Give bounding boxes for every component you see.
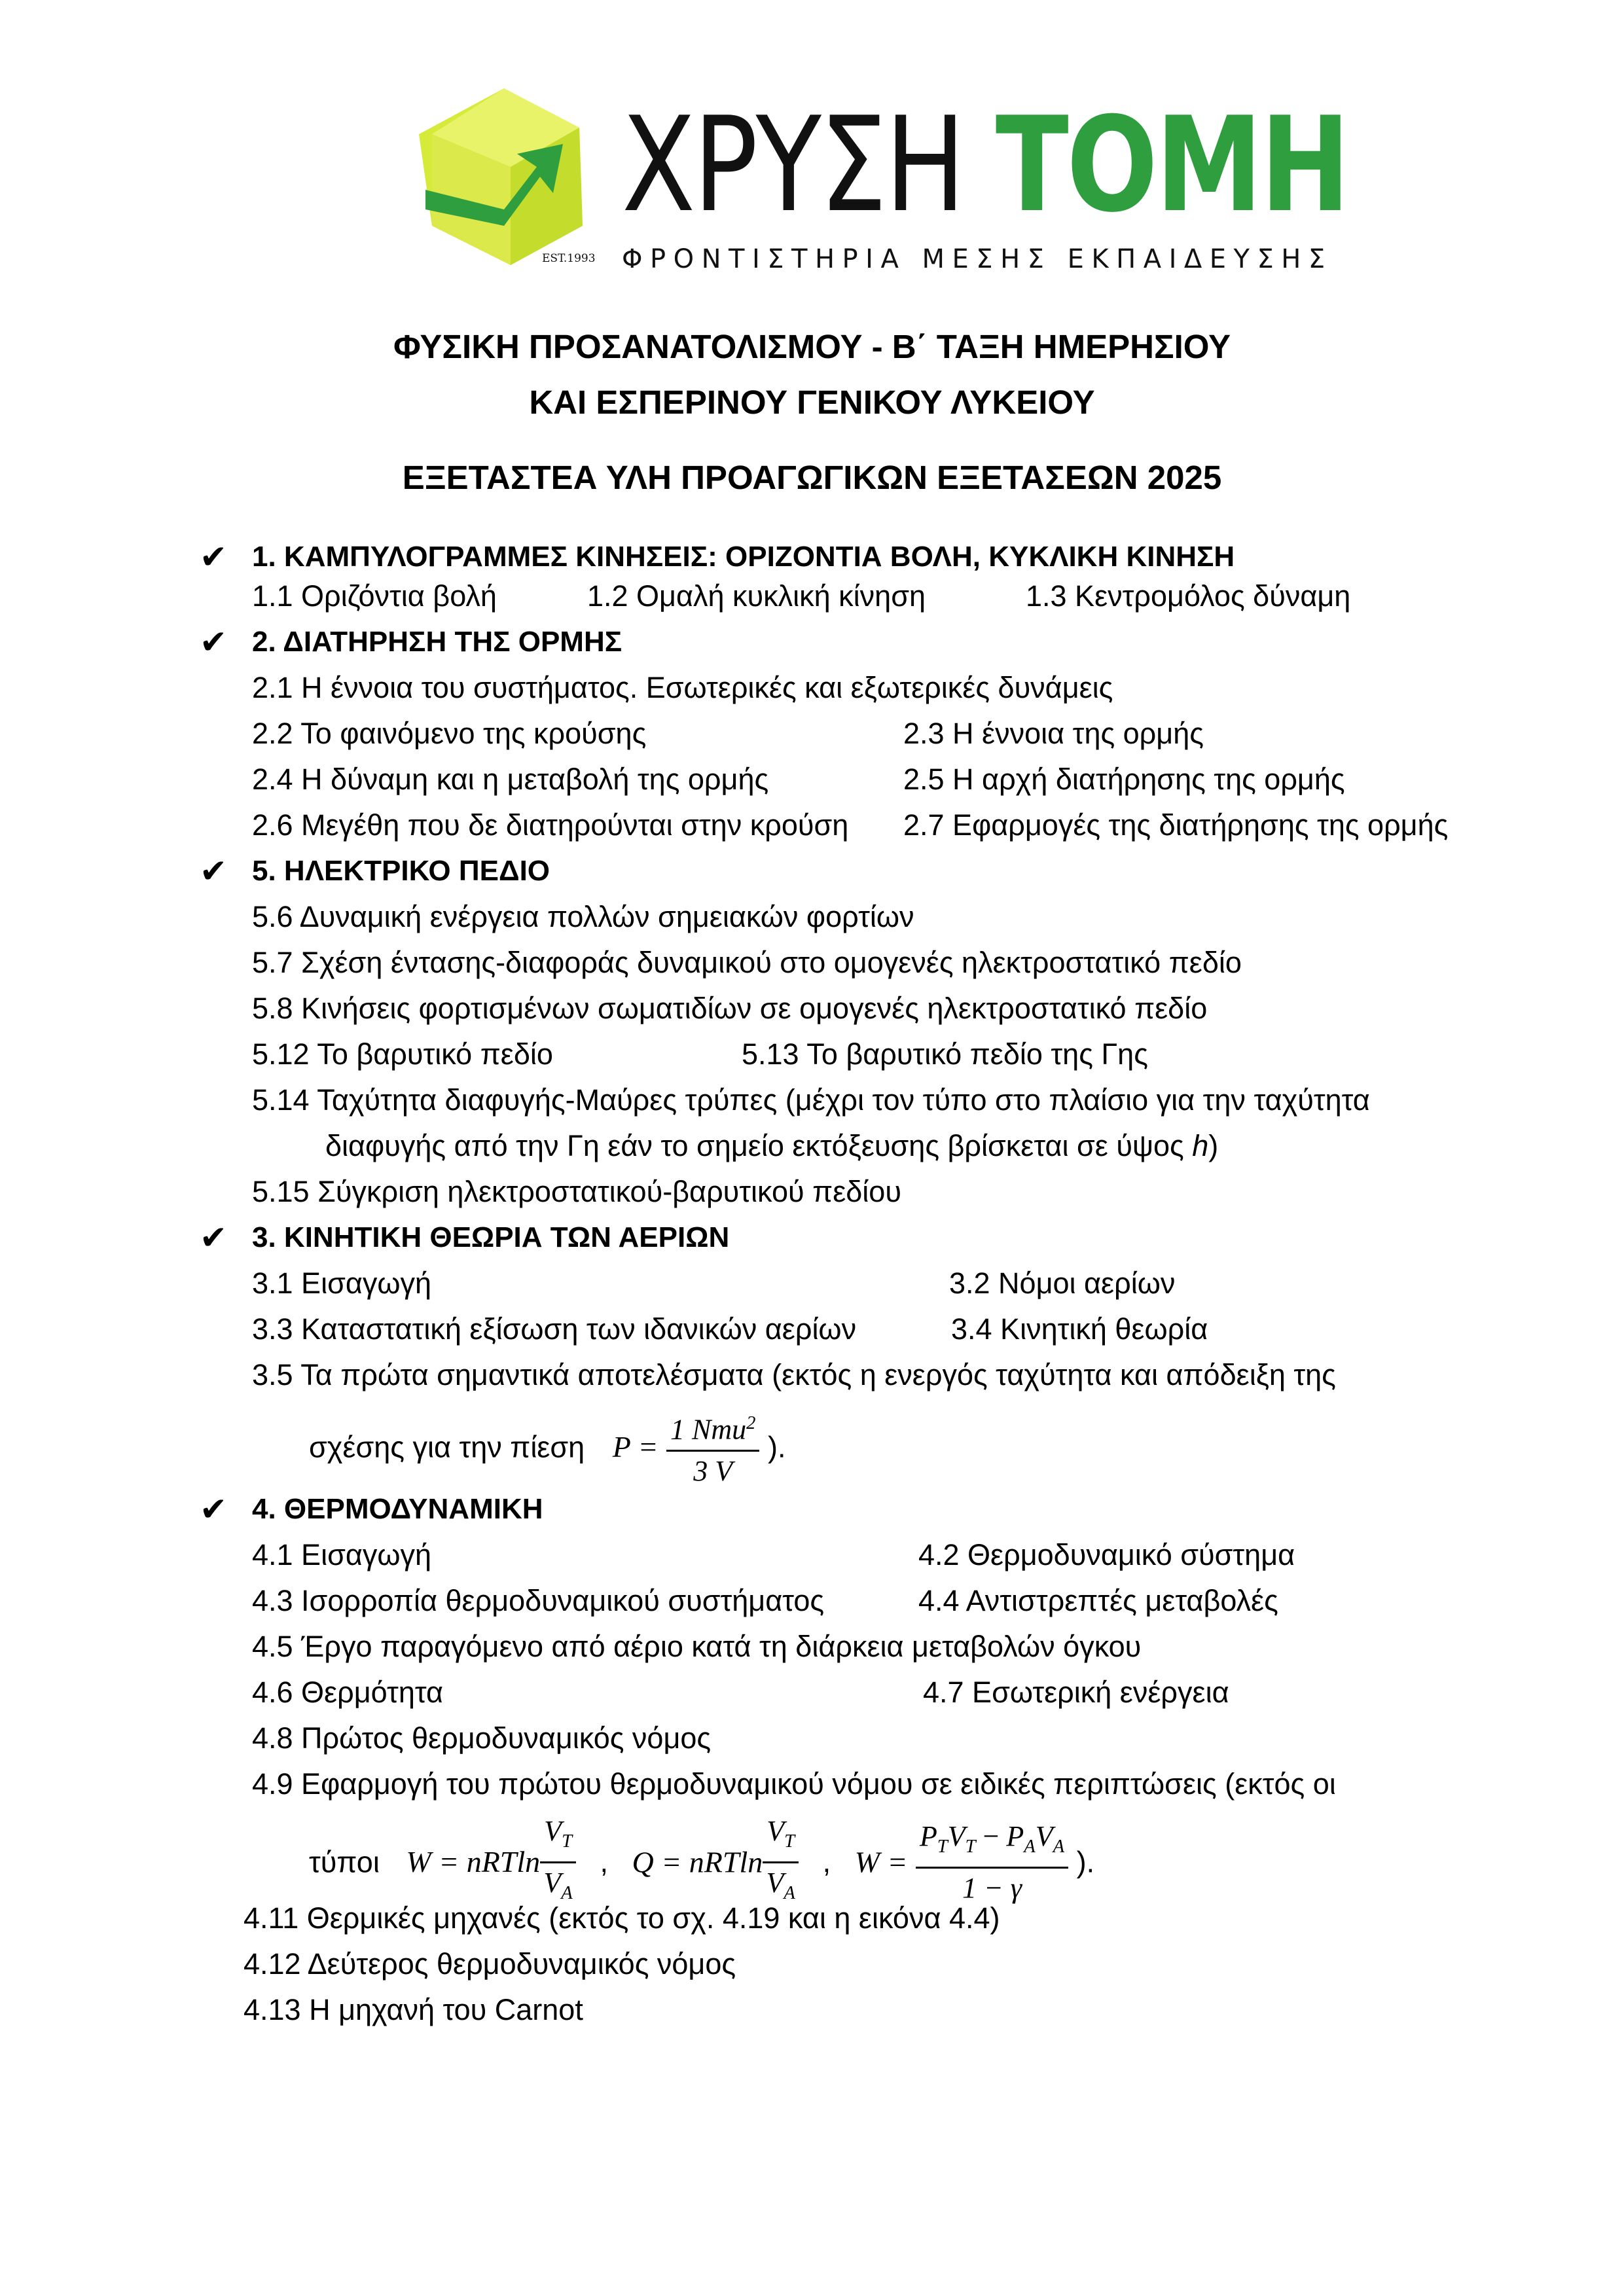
item-4-11: 4.11 Θερμικές μηχανές (εκτός το σχ. 4.19 και η εικόνα 4.4) bbox=[244, 1901, 1000, 1935]
heat-isothermal-fraction bbox=[763, 1812, 799, 1913]
f3-p2-sub: A bbox=[1024, 1836, 1036, 1857]
section-3-heading: 3. ΚΙΝΗΤΙΚΗ ΘΕΩΡΙΑ ΤΩΝ ΑΕΡΙΩΝ bbox=[252, 1221, 730, 1253]
f2-num-sub: T bbox=[784, 1831, 795, 1852]
brand-name bbox=[622, 89, 1348, 242]
item-4-3: 4.3 Ισορροπία θερμοδυναμικού συστήματος bbox=[252, 1584, 825, 1617]
pressure-formula-numerator bbox=[666, 1404, 759, 1452]
brand-logo bbox=[406, 88, 1348, 278]
section-2-heading: 2. ΔΙΑΤΗΡΗΣΗ ΤΗΣ ΟΡΜΗΣ bbox=[252, 626, 623, 658]
f3-v2: V bbox=[1035, 1820, 1053, 1852]
check-icon: ✔ bbox=[200, 538, 227, 576]
pressure-formula-fraction bbox=[666, 1404, 759, 1491]
item-4-13: 4.13 Η μηχανή του Carnot bbox=[244, 1993, 583, 2026]
item-2-5: 2.5 Η αρχή διατήρησης της ορμής bbox=[903, 762, 1345, 796]
f1-den-sub: A bbox=[561, 1882, 573, 1903]
brand-name-light: ΧΡΥΣΗ bbox=[622, 89, 964, 242]
item-1-1: 1.1 Οριζόντια βολή bbox=[252, 579, 497, 613]
pressure-formula-lhs: P = bbox=[612, 1430, 659, 1464]
item-3-2: 3.2 Νόμοι αερίων bbox=[949, 1266, 1176, 1300]
logo-cube-icon bbox=[406, 88, 592, 275]
item-4-6: 4.6 Θερμότητα bbox=[252, 1676, 443, 1709]
formulas-end: ). bbox=[1076, 1845, 1095, 1879]
item-2-2: 2.2 Το φαινόμενο της κρούσης bbox=[252, 717, 647, 750]
work-adiabatic-numerator bbox=[916, 1817, 1068, 1869]
check-icon: ✔ bbox=[200, 623, 227, 661]
item-5-14: 5.14 Ταχύτητα διαφυγής-Μαύρες τρύπες (μέχρι τον τύπο στο πλαίσιο για την ταχύτητα bbox=[252, 1083, 1370, 1117]
work-isothermal-fraction bbox=[540, 1812, 576, 1913]
formula-separator: , bbox=[822, 1845, 831, 1879]
item-1-2: 1.2 Ομαλή κυκλική κίνηση bbox=[587, 579, 926, 613]
item-4-8: 4.8 Πρώτος θερμοδυναμικός νόμος bbox=[252, 1721, 712, 1755]
heat-isothermal-lhs: Q = nRTln bbox=[632, 1845, 763, 1879]
work-adiabatic-lhs: W = bbox=[854, 1845, 908, 1879]
item-5-8: 5.8 Κινήσεις φορτισμένων σωματιδίων σε ομογενές ηλεκτροστατικό πεδίο bbox=[252, 992, 1208, 1025]
f1-num-sub: T bbox=[562, 1831, 572, 1852]
item-3-4: 3.4 Κινητική θεωρία bbox=[951, 1312, 1208, 1346]
item-4-9-formulas bbox=[309, 1812, 1094, 1913]
f2-num: V bbox=[767, 1815, 785, 1847]
item-5-14-text: διαφυγής από την Γη εάν το σημείο εκτόξευσης βρίσκεται σε ύψος bbox=[325, 1129, 1193, 1162]
item-4-5: 4.5 Έργο παραγόμενο από αέριο κατά τη διάρκεια μεταβολών όγκου bbox=[252, 1630, 1142, 1663]
f2-den: V bbox=[766, 1866, 784, 1899]
item-5-14-end: ) bbox=[1208, 1129, 1219, 1162]
f1-num: V bbox=[544, 1815, 562, 1847]
section-5-heading: 5. ΗΛΕΚΤΡΙΚΟ ΠΕΔΙΟ bbox=[252, 855, 550, 887]
pressure-formula-end: ). bbox=[767, 1430, 786, 1464]
brand-est: EST.1993 bbox=[542, 252, 596, 265]
check-icon: ✔ bbox=[200, 1490, 227, 1528]
item-2-1: 2.1 Η έννοια του συστήματος. Εσωτερικές και εξωτερικές δυνάμεις bbox=[252, 671, 1113, 704]
item-4-2: 4.2 Θερμοδυναμικό σύστημα bbox=[918, 1538, 1295, 1571]
title-line-1: ΦΥΣΙΚΗ ΠΡΟΣΑΝΑΤΟΛΙΣΜΟΥ - Β΄ ΤΑΞΗ ΗΜΕΡΗΣΙΟΥ bbox=[393, 328, 1231, 365]
work-isothermal-lhs: W = nRTln bbox=[406, 1845, 541, 1879]
f3-v2-sub: A bbox=[1053, 1836, 1065, 1857]
brand-subtitle: ΦΡΟΝΤΙΣΤΗΡΙΑ ΜΕΣΗΣ ΕΚΠΑΙΔΕΥΣΗΣ bbox=[622, 244, 1333, 274]
f3-v1: V bbox=[947, 1820, 965, 1852]
section-4-heading: 4. ΘΕΡΜΟΔΥΝΑΜΙΚΗ bbox=[252, 1493, 543, 1525]
f2-den-sub: A bbox=[784, 1882, 795, 1903]
item-5-15: 5.15 Σύγκριση ηλεκτροστατικού-βαρυτικού πεδίου bbox=[252, 1175, 901, 1208]
item-3-5-text: σχέσης για την πίεση bbox=[309, 1430, 585, 1464]
title-line-3: ΕΞΕΤΑΣΤΕΑ ΥΛΗ ΠΡΟΑΓΩΓΙΚΩΝ ΕΞΕΤΑΣΕΩΝ 2025 bbox=[402, 459, 1222, 496]
item-3-3: 3.3 Καταστατική εξίσωση των ιδανικών αερίων bbox=[252, 1312, 857, 1346]
item-2-3: 2.3 Η έννοια της ορμής bbox=[903, 717, 1204, 750]
work-adiabatic-fraction bbox=[916, 1817, 1068, 1908]
work-isothermal-numerator bbox=[540, 1812, 576, 1863]
f3-p2: P bbox=[1006, 1820, 1024, 1852]
work-adiabatic-denominator: 1 − γ bbox=[962, 1871, 1022, 1904]
title-line-2: ΚΑΙ ΕΣΠΕΡΙΝΟΥ ΓΕΝΙΚΟΥ ΛΥΚΕΙΟΥ bbox=[529, 384, 1095, 421]
check-icon: ✔ bbox=[200, 852, 227, 890]
f3-p1-sub: T bbox=[937, 1836, 948, 1857]
f3-v1-sub: T bbox=[965, 1836, 976, 1857]
item-5-14-continued bbox=[325, 1128, 1218, 1164]
item-4-12: 4.12 Δεύτερος θερμοδυναμικός νόμος bbox=[244, 1947, 736, 1981]
f3-p1: P bbox=[919, 1820, 937, 1852]
pressure-num-text: 1 Nmu bbox=[670, 1413, 747, 1446]
item-1-3: 1.3 Κεντρομόλος δύναμη bbox=[1026, 579, 1351, 613]
item-2-7: 2.7 Εφαρμογές της διατήρησης της ορμής bbox=[903, 808, 1449, 842]
pressure-num-sup: 2 bbox=[746, 1413, 756, 1433]
item-5-7: 5.7 Σχέση έντασης-διαφοράς δυναμικού στο ομογενές ηλεκτροστατικό πεδίο bbox=[252, 946, 1242, 979]
item-4-9-text: τύποι bbox=[309, 1845, 380, 1879]
item-3-1: 3.1 Εισαγωγή bbox=[252, 1266, 432, 1300]
heat-isothermal-numerator bbox=[763, 1812, 799, 1863]
item-5-6: 5.6 Δυναμική ενέργεια πολλών σημειακών φορτίων bbox=[252, 900, 914, 933]
item-5-14-var: h bbox=[1192, 1129, 1209, 1162]
item-5-12: 5.12 Το βαρυτικό πεδίο bbox=[252, 1037, 553, 1071]
check-icon: ✔ bbox=[200, 1219, 227, 1257]
item-4-4: 4.4 Αντιστρεπτές μεταβολές bbox=[918, 1584, 1278, 1617]
formula-separator: , bbox=[600, 1845, 608, 1879]
item-4-9: 4.9 Εφαρμογή του πρώτου θερμοδυναμικού νόμου σε ειδικές περιπτώσεις (εκτός οι bbox=[252, 1767, 1336, 1801]
section-1-heading: 1. ΚΑΜΠΥΛΟΓΡΑΜΜΕΣ ΚΙΝΗΣΕΙΣ: ΟΡΙΖΟΝΤΙΑ ΒΟΛΗ, ΚΥΚΛΙΚΗ ΚΙΝΗΣΗ bbox=[252, 541, 1235, 573]
f3-minus: − bbox=[975, 1820, 1007, 1852]
item-4-1: 4.1 Εισαγωγή bbox=[252, 1538, 432, 1571]
item-4-7: 4.7 Εσωτερική ενέργεια bbox=[923, 1676, 1229, 1709]
brand-name-bold: ΤΟΜΗ bbox=[995, 89, 1348, 242]
pressure-formula-denominator: 3 V bbox=[693, 1454, 733, 1487]
item-3-5: 3.5 Τα πρώτα σημαντικά αποτελέσματα (εκτός η ενεργός ταχύτητα και απόδειξη της bbox=[252, 1358, 1336, 1391]
f1-den: V bbox=[543, 1866, 562, 1899]
item-3-5-formula-line bbox=[309, 1404, 785, 1491]
item-5-13: 5.13 Το βαρυτικό πεδίο της Γης bbox=[742, 1037, 1148, 1071]
item-2-6: 2.6 Μεγέθη που δε διατηρούνται στην κρούση bbox=[252, 808, 849, 842]
item-2-4: 2.4 Η δύναμη και η μεταβολή της ορμής bbox=[252, 762, 769, 796]
